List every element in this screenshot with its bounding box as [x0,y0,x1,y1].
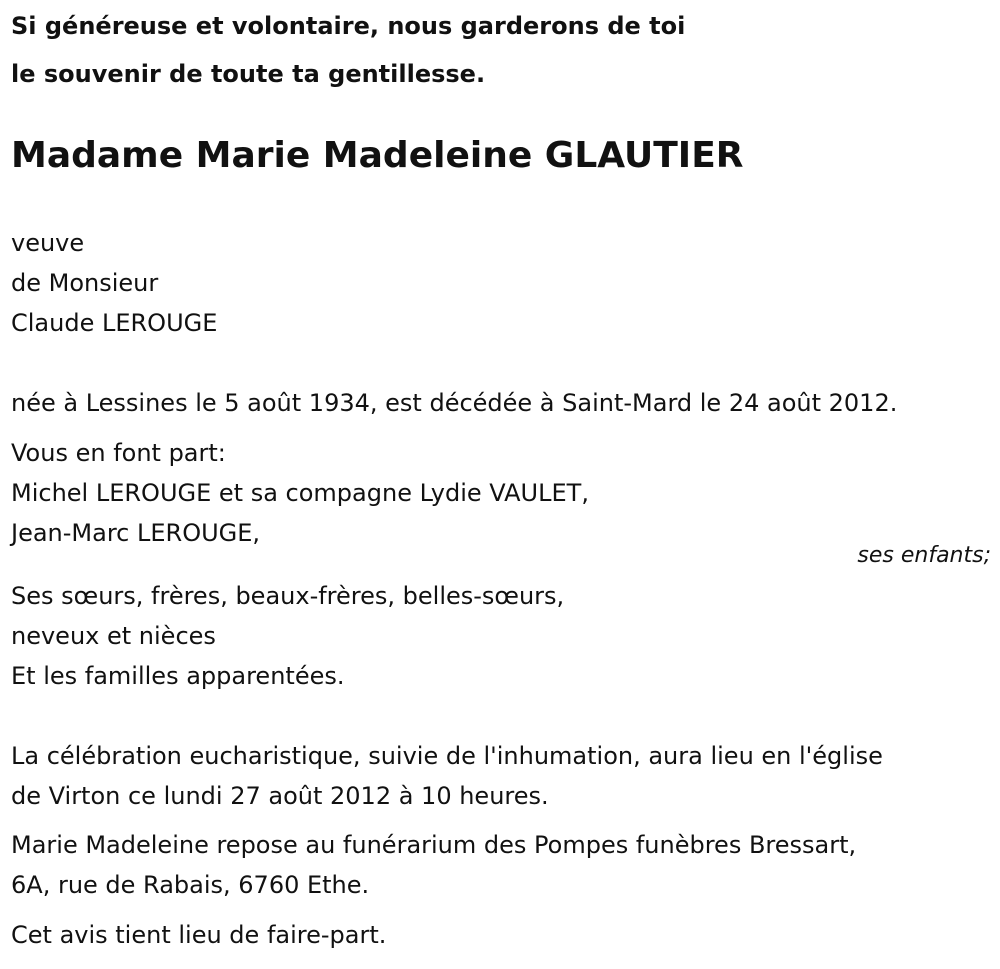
closing-note: Cet avis tient lieu de faire-part. [11,921,387,949]
family-line-1: Ses sœurs, frères, beaux-frères, belles-sœurs, [11,582,565,610]
spouse-line-2: de Monsieur [11,269,159,297]
spouse-line-3: Claude LEROUGE [11,309,218,337]
birth-death-statement: née à Lessines le 5 août 1934, est décédée à Saint-Mard le 24 août 2012. [11,389,898,417]
announcers-intro: Vous en font part: [11,439,226,467]
family-line-2: neveux et nièces [11,622,216,650]
child-2: Jean-Marc LEROUGE, [11,519,261,547]
epigraph-line-1: Si généreuse et volontaire, nous garderons de toi [11,12,686,40]
rest-place-line-2: 6A, rue de Rabais, 6760 Ethe. [11,871,370,899]
children-label: ses enfants; [857,543,991,568]
ceremony-line-1: La célébration eucharistique, suivie de l'inhumation, aura lieu en l'église [11,742,883,770]
obituary-notice [11,0,991,969]
spouse-line-1: veuve [11,229,85,257]
deceased-name: Madame Marie Madeleine GLAUTIER [11,135,744,176]
child-1: Michel LEROUGE et sa compagne Lydie VAULET, [11,479,589,507]
ceremony-line-2: de Virton ce lundi 27 août 2012 à 10 heures. [11,782,549,810]
epigraph-line-2: le souvenir de toute ta gentillesse. [11,60,486,88]
family-line-3: Et les familles apparentées. [11,662,345,690]
rest-place-line-1: Marie Madeleine repose au funérarium des Pompes funèbres Bressart, [11,831,857,859]
